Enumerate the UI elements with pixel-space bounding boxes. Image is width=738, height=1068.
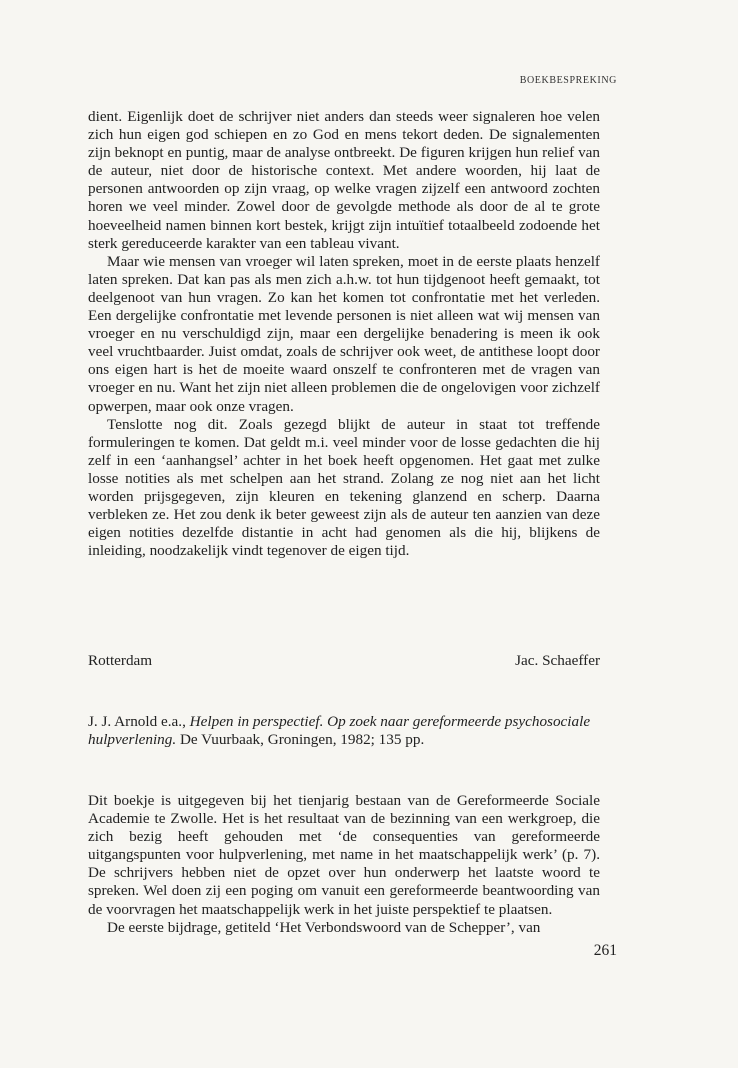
review-place: Rotterdam <box>88 652 153 669</box>
paragraph: dient. Eigenlijk doet de schrijver niet anders dan steeds weer signaleren hoe velen zich hun eigen god schiepen en zo God en mens tekort deden. De signalementen zijn beknopt en puntig, maar de analyse ontbreekt. De figuren krijgen hun relief van de auteur, niet door de historische context. Met andere woorden, hij laat de personen antwoorden op zijn vraag, op welke vragen zijzelf een antwoord zochten horen we veel minder. Zowel door de gevolgde methode als door de al te grote hoeveelheid namen binnen kort bestek, krijgt zijn intuïtief totaalbeeld zodoende het sterk gereduceerde karakter van een tableau vivant. <box>88 108 600 252</box>
review-body <box>88 792 600 937</box>
paragraph: De eerste bijdrage, getiteld ‘Het Verbondswoord van de Schepper’, van <box>107 918 541 936</box>
paragraph: Maar wie mensen van vroeger wil laten spreken, moet in de eerste plaats henzelf laten spreken. Dat kan pas als men zich a.h.w. tot hun tijdgenoot heeft gemaakt, tot deelgenoot van hun vragen. Zo kan het komen tot confrontatie met het verleden. Een dergelijke confrontatie met levende personen is niet alleen wat wij mensen van vroeger en nu verschuldigd zijn, maar een dergelijke benadering is meen ik ook veel vruchtbaarder. Juist omdat, zoals de schrijver ook weet, de antithese loopt door ons eigen hart is het de moeite waard onszelf te confronteren met de vragen van vroeger en nu. Want het zijn niet alleen problemen die de ongelovigen voor zichzelf opwerpen, maar ook onze vragen. <box>88 252 600 415</box>
review-signature <box>88 652 600 670</box>
book-citation <box>88 713 600 749</box>
citation-publisher: De Vuurbaak, Groningen, 1982; 135 pp. <box>179 731 425 749</box>
reviewer-name: Jac. Schaeffer <box>515 652 600 669</box>
paragraph: Tenslotte nog dit. Zoals gezegd blijkt de auteur in staat tot treffende formuleringen te komen. Dat geldt m.i. veel minder voor de losse gedachten die hij zelf in een ‘aanhangsel’ achter in het boek heeft opgenomen. Het gaat met zulke losse notities als met schelpen aan het strand. Zolang ze nog niet aan het licht worden prijsgegeven, zijn kleuren en tekening glanzend en scherp. Daarna verbleken ze. Het zou denk ik beter geweest zijn als de auteur ten aanzien van deze eigen notities dezelfde distantie in acht had genomen als die hij, blijkens de inleiding, noodzakelijk vindt tegenover de eigen tijd. <box>88 415 600 560</box>
citation-title: Helpen in perspectief. Op zoek naar gereformeerde psychosociale hulpverlening. <box>88 713 591 749</box>
page-number: 261 <box>593 942 617 959</box>
citation-authors: J. J. Arnold e.a., <box>88 713 186 730</box>
review-continuation <box>88 108 600 560</box>
running-header: BOEKBESPREKING <box>519 75 617 86</box>
paragraph: Dit boekje is uitgegeven bij het tienjarig bestaan van de Gereformeerde Sociale Academie te Zwolle. Het is het resultaat van de bezinning van een werkgroep, die zich bezig heeft gehouden met ‘de consequenties van gereformeerde uitgangspunten voor hulpverlening, met name in het maatschappelijk werk’ (p. 7). De schrijvers hebben niet de opzet over hun onderwerp het laatste woord te spreken. Wel doen zij een poging om vanuit een gereformeerde beantwoording van de voorvragen het maatschappelijk werk in het juiste perspektief te plaatsen. <box>88 792 600 918</box>
